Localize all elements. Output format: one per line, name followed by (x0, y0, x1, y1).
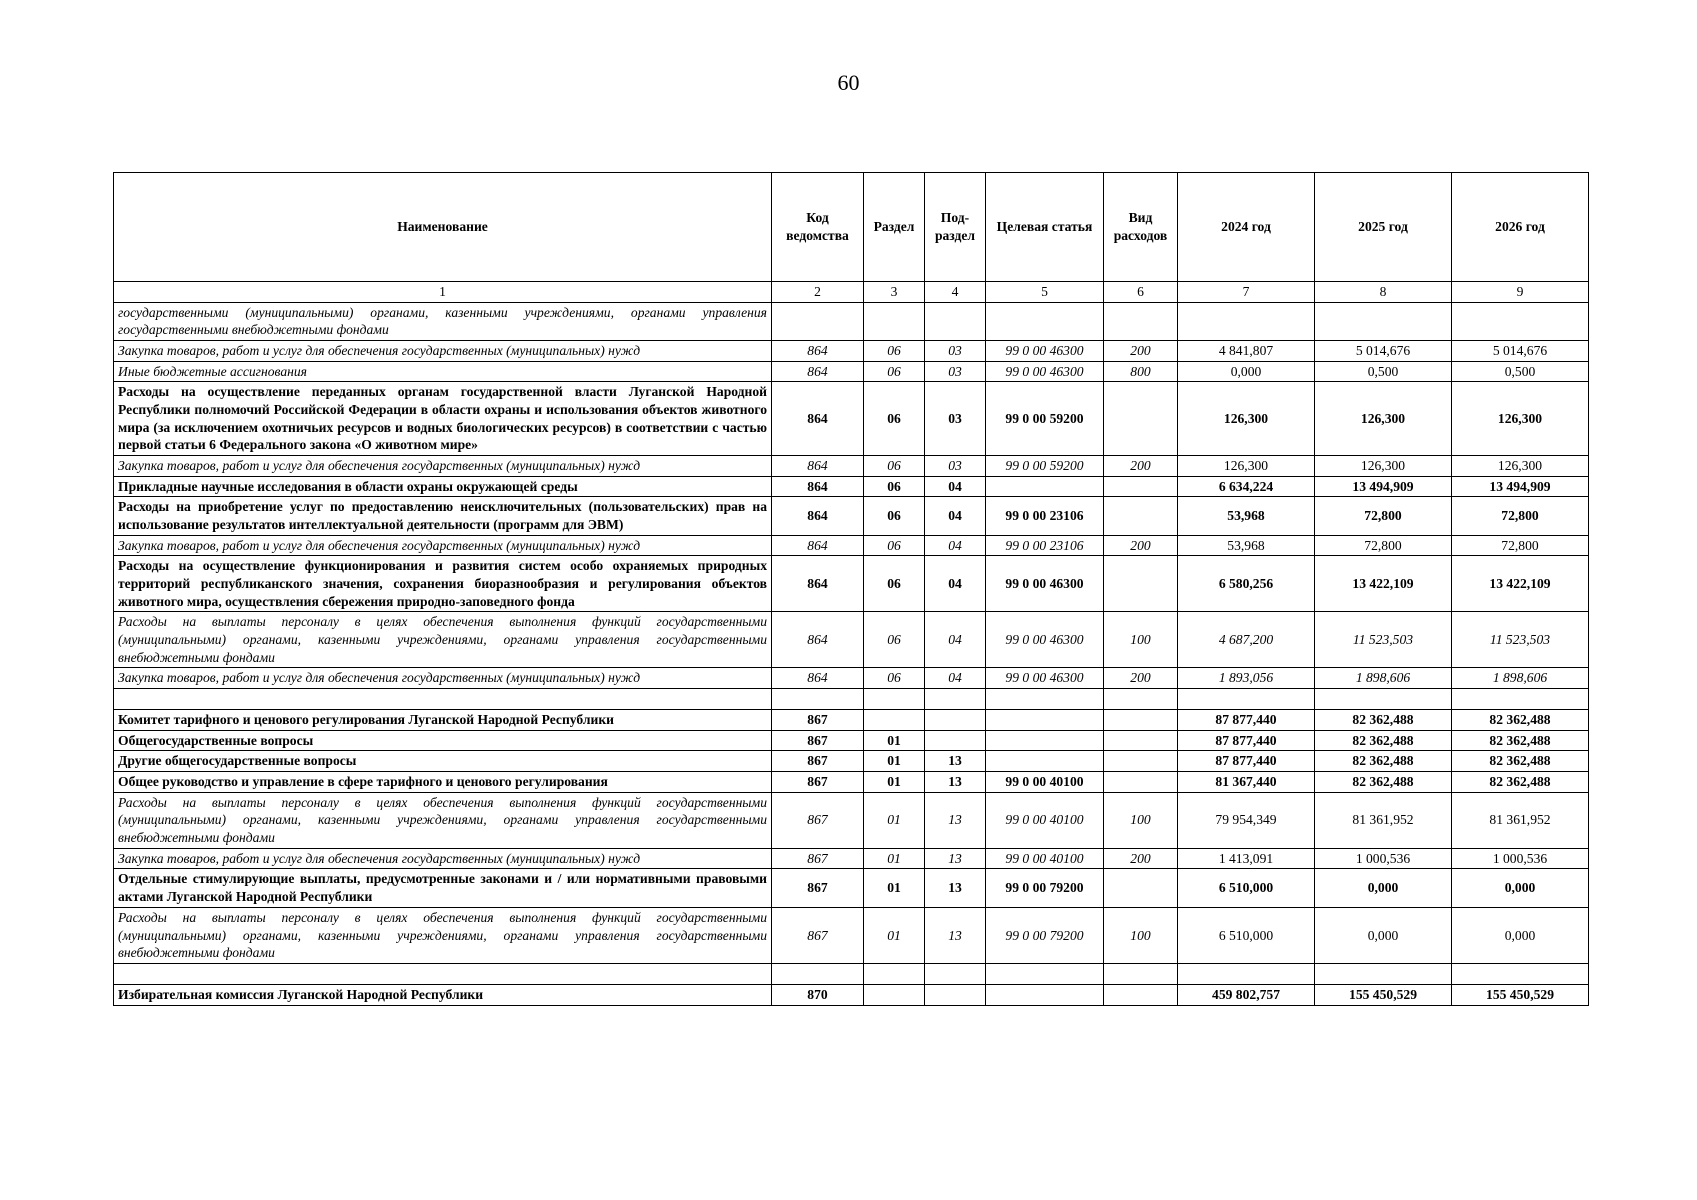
row-amount-2025: 72,800 (1315, 497, 1452, 535)
row-name: Закупка товаров, работ и услуг для обеспечения государственных (муниципальных) нужд (114, 848, 772, 869)
row-amount-2024: 0,000 (1178, 361, 1315, 382)
row-amount-2024 (1178, 302, 1315, 340)
row-vid: 100 (1104, 612, 1178, 668)
row-ved: 864 (772, 456, 864, 477)
row-statya (986, 476, 1104, 497)
row-statya (986, 751, 1104, 772)
header-2026: 2026 год (1452, 173, 1589, 282)
column-number: 9 (1452, 282, 1589, 303)
row-podrazdel: 03 (925, 361, 986, 382)
row-vid (1104, 963, 1178, 984)
row-podrazdel: 03 (925, 382, 986, 456)
row-razdel: 06 (864, 556, 925, 612)
row-ved: 867 (772, 869, 864, 907)
row-podrazdel: 13 (925, 848, 986, 869)
row-ved: 864 (772, 361, 864, 382)
row-amount-2026: 13 494,909 (1452, 476, 1589, 497)
row-statya (986, 689, 1104, 710)
row-amount-2024: 1 413,091 (1178, 848, 1315, 869)
row-amount-2026: 0,500 (1452, 361, 1589, 382)
row-amount-2026: 81 361,952 (1452, 792, 1589, 848)
row-ved: 867 (772, 730, 864, 751)
row-vid: 200 (1104, 535, 1178, 556)
row-statya: 99 0 00 40100 (986, 792, 1104, 848)
row-vid: 200 (1104, 848, 1178, 869)
column-number: 8 (1315, 282, 1452, 303)
table-row (114, 612, 1589, 668)
row-amount-2024: 126,300 (1178, 456, 1315, 477)
row-ved: 864 (772, 476, 864, 497)
row-amount-2025: 0,000 (1315, 869, 1452, 907)
table-body (114, 302, 1589, 1005)
row-vid (1104, 730, 1178, 751)
table-row (114, 302, 1589, 340)
row-amount-2025: 1 000,536 (1315, 848, 1452, 869)
spacer-row (114, 689, 1589, 710)
row-vid: 100 (1104, 792, 1178, 848)
spacer-row (114, 963, 1589, 984)
row-ved: 864 (772, 497, 864, 535)
row-razdel: 01 (864, 907, 925, 963)
row-amount-2026: 82 362,488 (1452, 751, 1589, 772)
row-ved (772, 689, 864, 710)
column-number: 2 (772, 282, 864, 303)
table-row (114, 382, 1589, 456)
row-podrazdel (925, 710, 986, 731)
row-vid (1104, 476, 1178, 497)
row-amount-2026: 1 000,536 (1452, 848, 1589, 869)
row-amount-2026 (1452, 963, 1589, 984)
row-amount-2026 (1452, 302, 1589, 340)
row-statya: 99 0 00 46300 (986, 668, 1104, 689)
row-podrazdel: 13 (925, 772, 986, 793)
column-number: 6 (1104, 282, 1178, 303)
row-name: Комитет тарифного и ценового регулирования Луганской Народной Республики (114, 710, 772, 731)
row-name: государственными (муниципальными) органами, казенными учреждениями, органами управления государственными внебюджетными фондами (114, 302, 772, 340)
page-number: 60 (837, 70, 860, 95)
row-name: Расходы на выплаты персоналу в целях обеспечения выполнения функций государственными (муниципальными) органами, казенными учреждениями, органами управления государственными внебюджетными фондами (114, 907, 772, 963)
row-amount-2025: 13 422,109 (1315, 556, 1452, 612)
header-vid: Вид расходов (1104, 173, 1178, 282)
row-statya: 99 0 00 46300 (986, 556, 1104, 612)
row-podrazdel: 04 (925, 476, 986, 497)
row-podrazdel (925, 302, 986, 340)
row-statya: 99 0 00 46300 (986, 361, 1104, 382)
row-amount-2025 (1315, 302, 1452, 340)
row-name: Расходы на осуществление переданных органам государственной власти Луганской Народной Республики полномочий Российской Федерации в области охраны и использования объектов животного мира (за исключением охотничьих ресурсов и водных биологических ресурсов) в соответствии с частью первой статьи 6 Федерального закона «О животном мире» (114, 382, 772, 456)
row-amount-2026: 82 362,488 (1452, 730, 1589, 751)
row-amount-2026: 72,800 (1452, 535, 1589, 556)
row-amount-2026: 82 362,488 (1452, 710, 1589, 731)
row-podrazdel: 04 (925, 668, 986, 689)
row-podrazdel: 04 (925, 556, 986, 612)
row-podrazdel: 04 (925, 535, 986, 556)
row-vid (1104, 689, 1178, 710)
row-name (114, 963, 772, 984)
table-row (114, 984, 1589, 1005)
row-amount-2025: 0,000 (1315, 907, 1452, 963)
table-row (114, 751, 1589, 772)
row-amount-2024: 79 954,349 (1178, 792, 1315, 848)
table-row (114, 907, 1589, 963)
row-ved: 870 (772, 984, 864, 1005)
row-amount-2025: 155 450,529 (1315, 984, 1452, 1005)
row-podrazdel (925, 730, 986, 751)
row-amount-2025: 126,300 (1315, 382, 1452, 456)
row-vid (1104, 497, 1178, 535)
row-amount-2025 (1315, 689, 1452, 710)
row-amount-2024: 81 367,440 (1178, 772, 1315, 793)
column-number-row (114, 282, 1589, 303)
row-amount-2024: 4 841,807 (1178, 341, 1315, 362)
row-razdel (864, 710, 925, 731)
row-razdel: 06 (864, 535, 925, 556)
row-razdel: 06 (864, 497, 925, 535)
row-ved: 864 (772, 341, 864, 362)
header-podrazdel: Под-раздел (925, 173, 986, 282)
budget-table (113, 172, 1589, 1006)
row-ved: 864 (772, 668, 864, 689)
row-amount-2025: 82 362,488 (1315, 772, 1452, 793)
row-amount-2025: 0,500 (1315, 361, 1452, 382)
row-amount-2025: 82 362,488 (1315, 751, 1452, 772)
row-statya: 99 0 00 23106 (986, 497, 1104, 535)
row-amount-2025: 13 494,909 (1315, 476, 1452, 497)
row-podrazdel: 13 (925, 907, 986, 963)
header-razdel: Раздел (864, 173, 925, 282)
row-amount-2024 (1178, 689, 1315, 710)
row-ved: 864 (772, 535, 864, 556)
row-name: Расходы на выплаты персоналу в целях обеспечения выполнения функций государственными (муниципальными) органами, казенными учреждениями, органами управления государственными внебюджетными фондами (114, 612, 772, 668)
row-amount-2024: 6 580,256 (1178, 556, 1315, 612)
row-amount-2025: 5 014,676 (1315, 341, 1452, 362)
row-vid (1104, 751, 1178, 772)
row-razdel: 06 (864, 668, 925, 689)
row-amount-2025: 126,300 (1315, 456, 1452, 477)
row-statya: 99 0 00 79200 (986, 907, 1104, 963)
row-vid: 200 (1104, 668, 1178, 689)
header-row (114, 173, 1589, 282)
column-number: 1 (114, 282, 772, 303)
row-amount-2024: 53,968 (1178, 497, 1315, 535)
row-podrazdel: 13 (925, 751, 986, 772)
row-amount-2024: 53,968 (1178, 535, 1315, 556)
row-name: Другие общегосударственные вопросы (114, 751, 772, 772)
row-podrazdel: 13 (925, 869, 986, 907)
row-razdel: 06 (864, 341, 925, 362)
row-amount-2026: 126,300 (1452, 382, 1589, 456)
table-row (114, 341, 1589, 362)
row-podrazdel: 13 (925, 792, 986, 848)
row-statya: 99 0 00 79200 (986, 869, 1104, 907)
row-amount-2026: 11 523,503 (1452, 612, 1589, 668)
row-name (114, 689, 772, 710)
row-amount-2026: 0,000 (1452, 869, 1589, 907)
table-row (114, 535, 1589, 556)
row-razdel: 06 (864, 382, 925, 456)
row-amount-2026: 1 898,606 (1452, 668, 1589, 689)
row-statya: 99 0 00 46300 (986, 612, 1104, 668)
row-ved: 867 (772, 710, 864, 731)
row-amount-2026: 72,800 (1452, 497, 1589, 535)
header-2024: 2024 год (1178, 173, 1315, 282)
row-name: Общегосударственные вопросы (114, 730, 772, 751)
table-row (114, 730, 1589, 751)
row-amount-2026: 126,300 (1452, 456, 1589, 477)
row-amount-2024: 6 510,000 (1178, 869, 1315, 907)
table-row (114, 772, 1589, 793)
column-number: 5 (986, 282, 1104, 303)
row-amount-2026: 5 014,676 (1452, 341, 1589, 362)
row-razdel: 01 (864, 848, 925, 869)
row-amount-2024: 4 687,200 (1178, 612, 1315, 668)
row-amount-2024: 459 802,757 (1178, 984, 1315, 1005)
row-razdel (864, 984, 925, 1005)
row-vid (1104, 556, 1178, 612)
row-ved: 864 (772, 612, 864, 668)
row-ved: 867 (772, 792, 864, 848)
header-name: Наименование (114, 173, 772, 282)
column-number: 7 (1178, 282, 1315, 303)
row-ved: 867 (772, 848, 864, 869)
row-name: Прикладные научные исследования в области охраны окружающей среды (114, 476, 772, 497)
table-row (114, 556, 1589, 612)
table-row (114, 497, 1589, 535)
row-podrazdel: 03 (925, 341, 986, 362)
row-vid (1104, 382, 1178, 456)
row-razdel: 06 (864, 361, 925, 382)
table-row (114, 792, 1589, 848)
row-name: Иные бюджетные ассигнования (114, 361, 772, 382)
row-statya: 99 0 00 40100 (986, 772, 1104, 793)
row-ved (772, 963, 864, 984)
row-amount-2024: 87 877,440 (1178, 710, 1315, 731)
row-razdel: 01 (864, 792, 925, 848)
row-vid: 200 (1104, 341, 1178, 362)
row-ved: 867 (772, 751, 864, 772)
column-number: 4 (925, 282, 986, 303)
row-razdel (864, 963, 925, 984)
row-statya: 99 0 00 23106 (986, 535, 1104, 556)
row-amount-2026: 82 362,488 (1452, 772, 1589, 793)
row-amount-2025: 1 898,606 (1315, 668, 1452, 689)
row-vid: 800 (1104, 361, 1178, 382)
row-amount-2024: 1 893,056 (1178, 668, 1315, 689)
row-vid (1104, 984, 1178, 1005)
row-podrazdel (925, 984, 986, 1005)
row-name: Закупка товаров, работ и услуг для обеспечения государственных (муниципальных) нужд (114, 668, 772, 689)
row-amount-2025: 72,800 (1315, 535, 1452, 556)
row-amount-2024: 6 634,224 (1178, 476, 1315, 497)
row-vid (1104, 302, 1178, 340)
row-vid (1104, 772, 1178, 793)
row-vid (1104, 710, 1178, 731)
row-amount-2024: 6 510,000 (1178, 907, 1315, 963)
row-statya: 99 0 00 59200 (986, 456, 1104, 477)
row-vid (1104, 869, 1178, 907)
table-row (114, 869, 1589, 907)
row-amount-2025 (1315, 963, 1452, 984)
row-amount-2024: 87 877,440 (1178, 730, 1315, 751)
row-name: Избирательная комиссия Луганской Народной Республики (114, 984, 772, 1005)
row-name: Закупка товаров, работ и услуг для обеспечения государственных (муниципальных) нужд (114, 456, 772, 477)
header-statya: Целевая статья (986, 173, 1104, 282)
row-podrazdel: 04 (925, 497, 986, 535)
header-ved: Код ведомства (772, 173, 864, 282)
table-row (114, 668, 1589, 689)
row-name: Расходы на выплаты персоналу в целях обеспечения выполнения функций государственными (муниципальными) органами, казенными учреждениями, органами управления государственными внебюджетными фондами (114, 792, 772, 848)
row-razdel (864, 302, 925, 340)
row-statya (986, 302, 1104, 340)
row-razdel: 06 (864, 456, 925, 477)
table-row (114, 476, 1589, 497)
row-vid: 100 (1104, 907, 1178, 963)
row-razdel: 06 (864, 612, 925, 668)
row-amount-2026: 13 422,109 (1452, 556, 1589, 612)
row-name: Закупка товаров, работ и услуг для обеспечения государственных (муниципальных) нужд (114, 341, 772, 362)
row-amount-2025: 11 523,503 (1315, 612, 1452, 668)
row-amount-2025: 82 362,488 (1315, 710, 1452, 731)
row-amount-2025: 81 361,952 (1315, 792, 1452, 848)
row-ved (772, 302, 864, 340)
row-ved: 864 (772, 382, 864, 456)
row-amount-2026 (1452, 689, 1589, 710)
row-name: Закупка товаров, работ и услуг для обеспечения государственных (муниципальных) нужд (114, 535, 772, 556)
row-statya: 99 0 00 46300 (986, 341, 1104, 362)
row-amount-2025: 82 362,488 (1315, 730, 1452, 751)
row-statya: 99 0 00 59200 (986, 382, 1104, 456)
row-amount-2026: 155 450,529 (1452, 984, 1589, 1005)
row-name: Расходы на приобретение услуг по предоставлению неисключительных (пользовательских) прав на использование результатов интеллектуальной деятельности (программ для ЭВМ) (114, 497, 772, 535)
row-amount-2024 (1178, 963, 1315, 984)
table-row (114, 361, 1589, 382)
row-ved: 864 (772, 556, 864, 612)
row-name: Общее руководство и управление в сфере тарифного и ценового регулирования (114, 772, 772, 793)
row-razdel: 06 (864, 476, 925, 497)
row-podrazdel: 04 (925, 612, 986, 668)
column-number: 3 (864, 282, 925, 303)
row-razdel: 01 (864, 772, 925, 793)
table-row (114, 848, 1589, 869)
row-ved: 867 (772, 907, 864, 963)
row-podrazdel (925, 963, 986, 984)
row-razdel: 01 (864, 751, 925, 772)
row-amount-2026: 0,000 (1452, 907, 1589, 963)
row-razdel: 01 (864, 869, 925, 907)
row-statya (986, 730, 1104, 751)
row-amount-2024: 87 877,440 (1178, 751, 1315, 772)
row-ved: 867 (772, 772, 864, 793)
row-vid: 200 (1104, 456, 1178, 477)
row-razdel: 01 (864, 730, 925, 751)
row-statya (986, 710, 1104, 731)
row-podrazdel: 03 (925, 456, 986, 477)
row-statya: 99 0 00 40100 (986, 848, 1104, 869)
row-podrazdel (925, 689, 986, 710)
row-razdel (864, 689, 925, 710)
row-name: Расходы на осуществление функционирования и развития систем особо охраняемых природных территорий республиканского значения, сохранения биоразнообразия и регулирования объектов животного мира, осуществления сбережения природно-заповедного фонда (114, 556, 772, 612)
row-statya (986, 963, 1104, 984)
row-amount-2024: 126,300 (1178, 382, 1315, 456)
row-name: Отдельные стимулирующие выплаты, предусмотренные законами и / или нормативными правовыми актами Луганской Народной Республики (114, 869, 772, 907)
table-row (114, 710, 1589, 731)
header-2025: 2025 год (1315, 173, 1452, 282)
row-statya (986, 984, 1104, 1005)
table-row (114, 456, 1589, 477)
